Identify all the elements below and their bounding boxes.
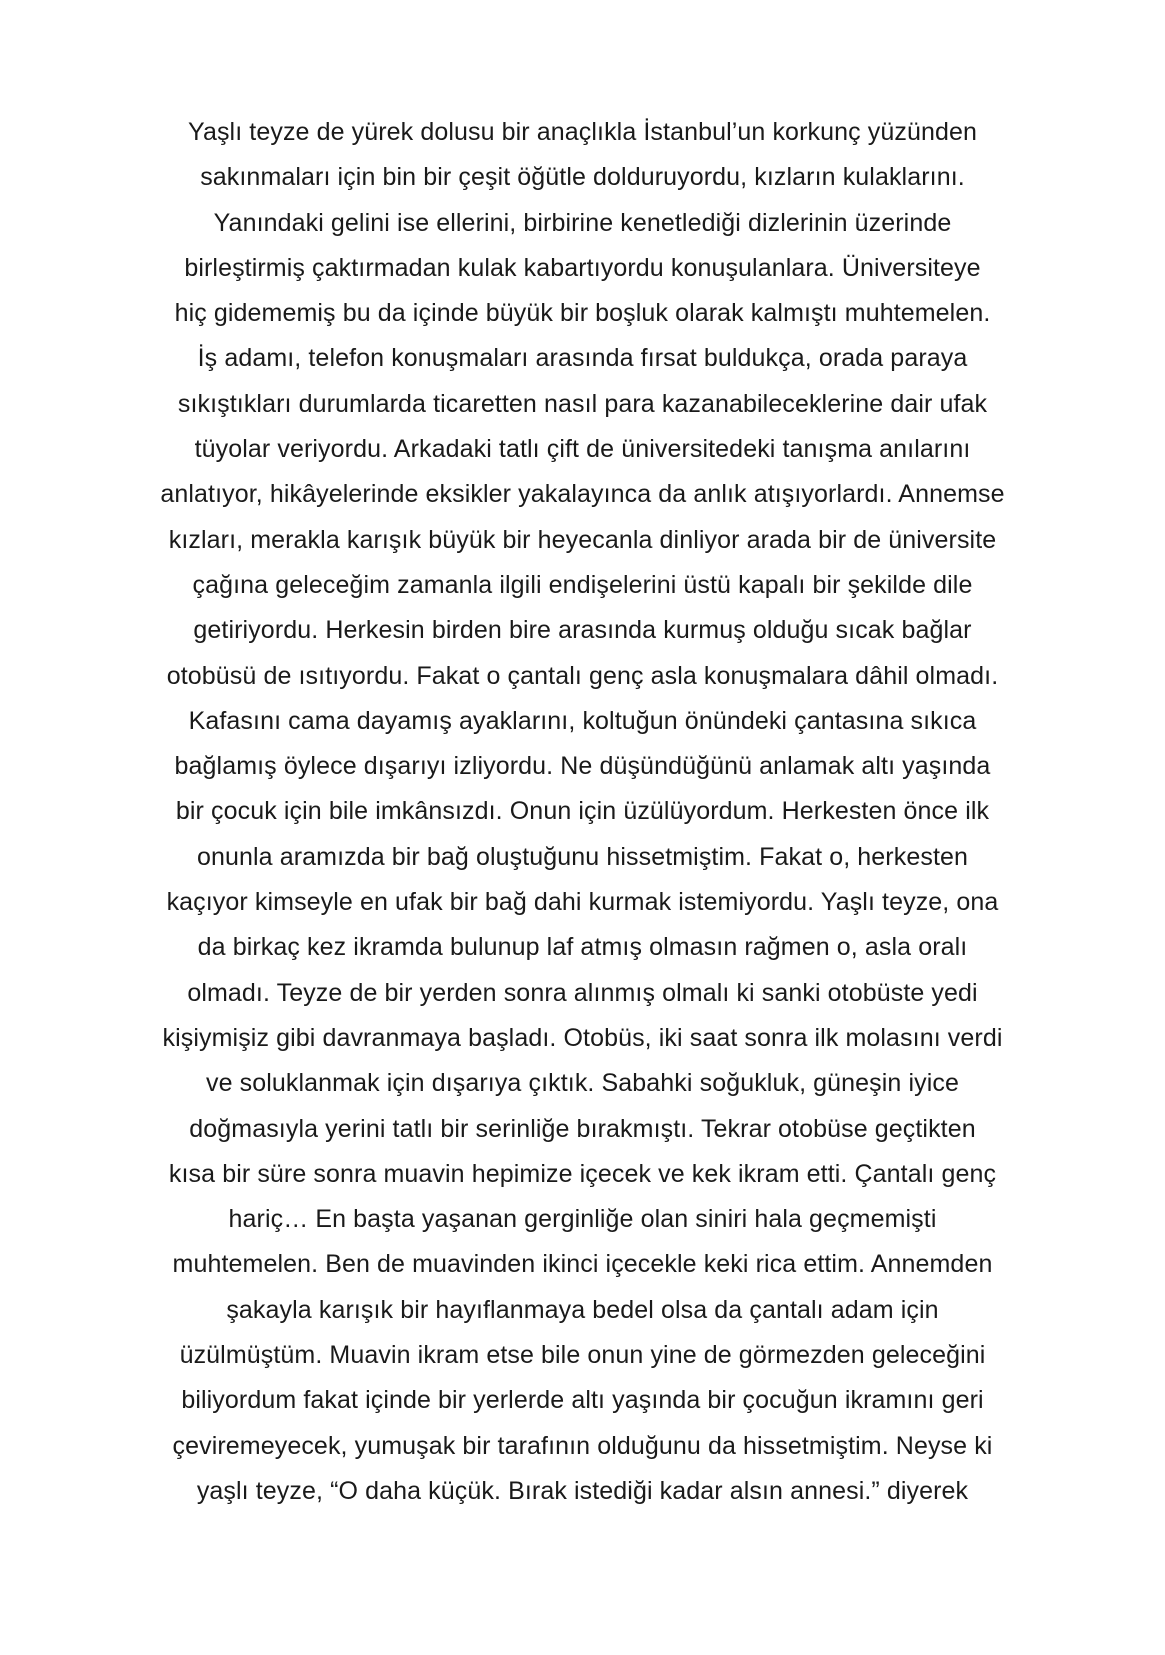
- text-line: kaçıyor kimseyle en ufak bir bağ dahi kurmak istemiyordu. Yaşlı teyze, ona: [166, 888, 999, 917]
- text-line: sakınmaları için bin bir çeşit öğütle dolduruyordu, kızların kulaklarını.: [200, 163, 965, 192]
- text-line: şakayla karışık bir hayıflanmaya bedel olsa da çantalı adam için: [226, 1295, 939, 1324]
- text-line: çağına geleceğim zamanla ilgili endişelerini üstü kapalı bir şekilde dile: [192, 570, 973, 599]
- text-line: Yanındaki gelini ise ellerini, birbirine kenetlediği dizlerinin üzerinde: [213, 208, 952, 237]
- text-line: Yaşlı teyze de yürek dolusu bir anaçlıkla İstanbul’un korkunç yüzünden: [188, 118, 977, 146]
- text-line: kısa bir süre sonra muavin hepimize içecek ve kek ikram etti. Çantalı genç: [168, 1159, 997, 1188]
- text-line: İş adamı, telefon konuşmaları arasında fırsat buldukça, orada paraya: [197, 344, 968, 373]
- text-line: anlatıyor, hikâyelerinde eksikler yakalayınca da anlık atışıyorlardı. Annemse: [160, 480, 1005, 509]
- text-line: Kafasını cama dayamış ayaklarını, koltuğun önündeki çantasına sıkıca: [188, 706, 977, 735]
- text-line: yaşlı teyze, “O daha küçük. Bırak istediği kadar alsın annesi.” diyerek: [196, 1476, 969, 1505]
- text-line: bağlamış öylece dışarıyı izliyordu. Ne düşündüğünü anlamak altı yaşında: [174, 752, 991, 781]
- text-line: getiriyordu. Herkesin birden bire arasında kurmuş olduğu sıcak bağlar: [193, 616, 972, 645]
- text-line: kızları, merakla karışık büyük bir heyecanla dinliyor arada bir de üniversite: [168, 525, 997, 554]
- text-line: onunla aramızda bir bağ oluştuğunu hissetmiştim. Fakat o, herkesten: [197, 842, 968, 871]
- text-line: hariç… En başta yaşanan gerginliğe olan siniri hala geçmemişti: [228, 1205, 937, 1234]
- text-line: üzülmüştüm. Muavin ikram etse bile onun yine de görmezden geleceğini: [179, 1341, 986, 1370]
- text-line: muhtemelen. Ben de muavinden ikinci içecekle keki rica ettim. Annemden: [172, 1250, 993, 1279]
- text-line: da birkaç kez ikramda bulunup laf atmış olmasın rağmen o, asla oralı: [197, 933, 968, 962]
- text-line: olmadı. Teyze de bir yerden sonra alınmış olmalı ki sanki otobüste yedi: [187, 978, 978, 1007]
- text-line: biliyordum fakat içinde bir yerlerde altı yaşında bir çocuğun ikramını geri: [181, 1386, 984, 1415]
- text-line: çeviremeyecek, yumuşak bir tarafının olduğunu da hissetmiştim. Neyse ki: [172, 1431, 993, 1460]
- text-line: bir çocuk için bile imkânsızdı. Onun için üzülüyordum. Herkesten önce ilk: [175, 797, 990, 826]
- text-line: doğmasıyla yerini tatlı bir serinliğe bırakmıştı. Tekrar otobüse geçtikten: [189, 1114, 976, 1143]
- text-line: sıkıştıkları durumlarda ticaretten nasıl para kazanabileceklerine dair ufak: [177, 389, 988, 418]
- text-line: ve soluklanmak için dışarıya çıktık. Sabahki soğukluk, güneşin iyice: [206, 1069, 959, 1098]
- text-line: tüyolar veriyordu. Arkadaki tatlı çift de üniversitedeki tanışma anılarını: [194, 435, 971, 464]
- text-line: kişiymişiz gibi davranmaya başladı. Otobüs, iki saat sonra ilk molasını verdi: [162, 1023, 1003, 1052]
- text-line: otobüsü de ısıtıyordu. Fakat o çantalı genç asla konuşmalara dâhil olmadı.: [166, 661, 999, 690]
- text-line: birleştirmiş çaktırmadan kulak kabartıyordu konuşulanlara. Üniversiteye: [184, 253, 981, 282]
- text-line: hiç gidememiş bu da içinde büyük bir boşluk olarak kalmıştı muhtemelen.: [174, 299, 991, 328]
- document-page: [0, 110, 1165, 1514]
